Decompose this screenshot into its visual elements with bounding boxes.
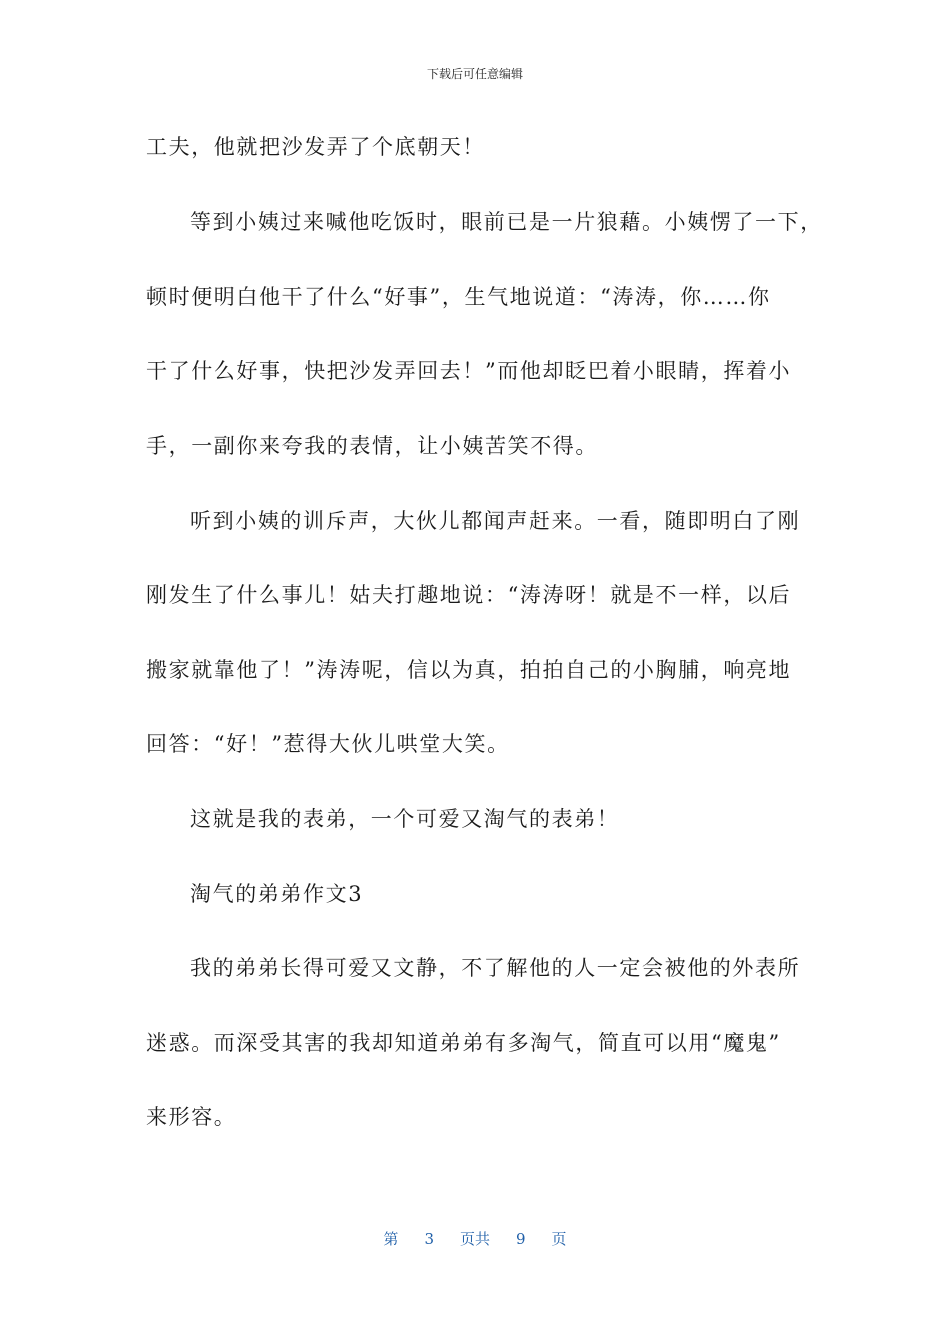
footer-total-pages: 9 <box>516 1230 526 1248</box>
text-line: 回答：“好！”惹得大伙儿哄堂大笑。 <box>146 732 510 756</box>
text-line: 手，一副你来夸我的表情，让小姨苦笑不得。 <box>146 434 598 458</box>
footer-middle: 页共 <box>459 1230 490 1248</box>
paragraph-start: 听到小姨的训斥声，大伙儿都闻声赶来。一看，随即明白了刚 <box>190 509 801 533</box>
section-heading: 淘气的弟弟作文3 <box>190 882 364 906</box>
footer-suffix: 页 <box>551 1230 567 1248</box>
page-footer <box>0 1228 950 1250</box>
text-line: 工夫，他就把沙发弄了个底朝天！ <box>146 135 485 159</box>
text-line: 搬家就靠他了！”涛涛呢，信以为真，拍拍自己的小胸脯，响亮地 <box>146 658 792 682</box>
footer-prefix: 第 <box>383 1230 399 1248</box>
footer-current-page: 3 <box>424 1230 434 1248</box>
page-header: 下载后可任意编辑 <box>426 67 523 81</box>
text-line: 顿时便明白他干了什么“好事”，生气地说道：“涛涛，你……你 <box>146 285 771 309</box>
paragraph-start: 等到小姨过来喊他吃饭时，眼前已是一片狼藉。小姨愣了一下， <box>190 210 823 234</box>
paragraph-start: 这就是我的表弟，一个可爱又淘气的表弟！ <box>190 807 620 831</box>
text-line: 来形容。 <box>146 1105 237 1129</box>
text-line: 干了什么好事，快把沙发弄回去！”而他却眨巴着小眼睛，挥着小 <box>146 359 792 383</box>
text-line: 刚发生了什么事儿！姑夫打趣地说：“涛涛呀！就是不一样，以后 <box>146 583 792 607</box>
text-line: 迷惑。而深受其害的我却知道弟弟有多淘气，简直可以用“魔鬼” <box>146 1031 781 1055</box>
paragraph-start: 我的弟弟长得可爱又文静，不了解他的人一定会被他的外表所 <box>190 956 801 980</box>
